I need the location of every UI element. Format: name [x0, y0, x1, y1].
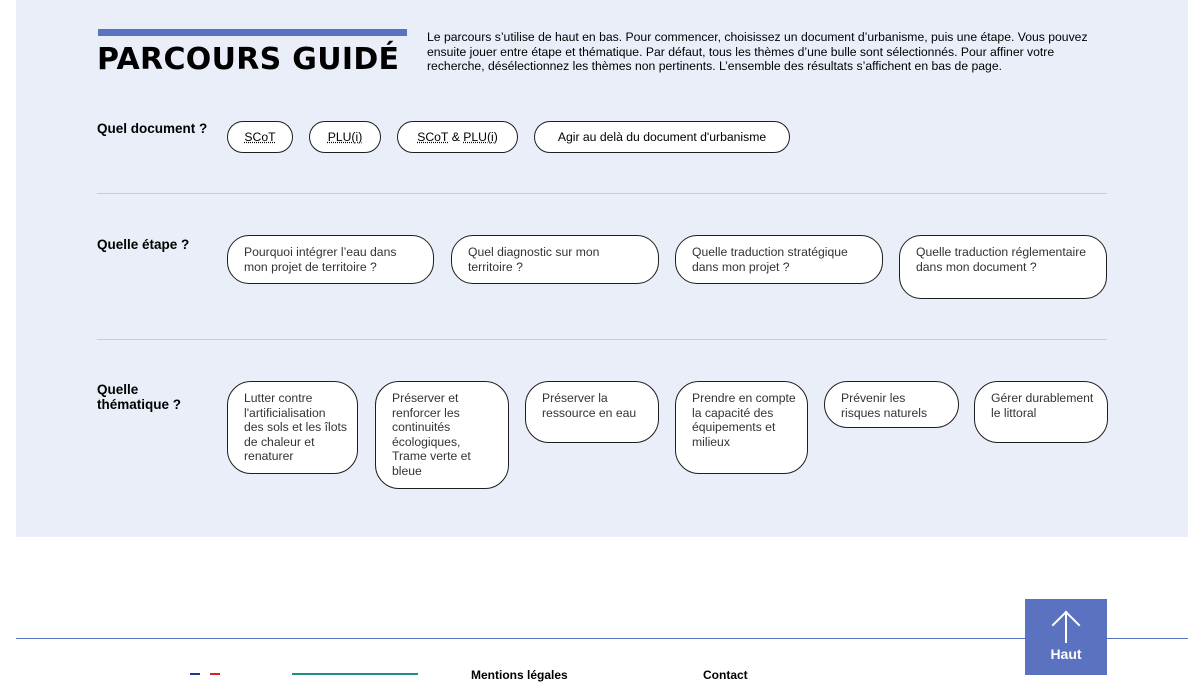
contact-link[interactable]: Contact	[703, 668, 748, 682]
step-option-strategy[interactable]: Quelle traduction stratégique dans mon projet ?	[675, 235, 883, 284]
document-option-label: PLU(i)	[463, 129, 498, 144]
theme-option-ecological-continuity[interactable]: Préserver et renforcer les continuités écologiques, Trame verte et bleue	[375, 381, 509, 489]
theme-option-coastline[interactable]: Gérer durablement le littoral	[974, 381, 1108, 443]
back-to-top-button[interactable]	[1025, 599, 1107, 675]
step-row-label: Quelle étape ?	[97, 237, 190, 252]
step-option-why[interactable]: Pourquoi intégrer l’eau dans mon projet de territoire ?	[227, 235, 434, 284]
page-title: PARCOURS GUIDÉ	[97, 42, 400, 77]
document-option-label: SCoT	[244, 129, 276, 144]
document-option-scot[interactable]	[227, 121, 293, 153]
section-divider	[97, 339, 1107, 340]
title-accent-bar	[98, 29, 407, 36]
footer-divider	[16, 638, 1188, 639]
back-to-top-label: Haut	[1050, 646, 1082, 662]
document-option-label: SCoT	[417, 129, 449, 144]
document-option-beyond[interactable]	[534, 121, 790, 153]
document-option-label: Agir au delà du document d'urbanisme	[557, 129, 767, 144]
section-divider	[97, 193, 1107, 194]
intro-text: Le parcours s’utilise de haut en bas. Pour commencer, choisissez un document d’urbanisme, puis une étape. Vous pouvez ensuite jouer entre étape et thématique. Par défaut, tous les thèmes d’une bulle sont sélectionnés. Pour affiner votre recherche, désélectionnez les thèmes non pertinents. L’ensemble des résultats s’affichent en bas de page.	[427, 30, 1088, 73]
theme-option-water-resource[interactable]: Préserver la ressource en eau	[525, 381, 659, 443]
theme-option-natural-risks[interactable]: Prévenir les risques naturels	[824, 381, 959, 428]
document-option-label: PLU(i)	[327, 129, 363, 144]
step-option-diagnostic[interactable]: Quel diagnostic sur mon territoire ?	[451, 235, 659, 284]
document-option-separator: &	[448, 129, 464, 144]
document-option-plui[interactable]	[309, 121, 381, 153]
theme-row-label: Quelle thématique ?	[97, 382, 182, 412]
step-option-regulation[interactable]: Quelle traduction réglementaire dans mon document ?	[899, 235, 1107, 299]
document-option-scot-plui[interactable]	[397, 121, 518, 153]
document-row-label: Quel document ?	[97, 121, 208, 136]
legal-notice-link[interactable]: Mentions légales	[471, 668, 568, 682]
arrow-up-icon	[1051, 609, 1081, 643]
theme-option-artificialisation[interactable]: Lutter contre l'artificialisation des sols et les îlots de chaleur et renaturer	[227, 381, 358, 474]
theme-option-equipment-capacity[interactable]: Prendre en compte la capacité des équipements et milieux	[675, 381, 808, 474]
